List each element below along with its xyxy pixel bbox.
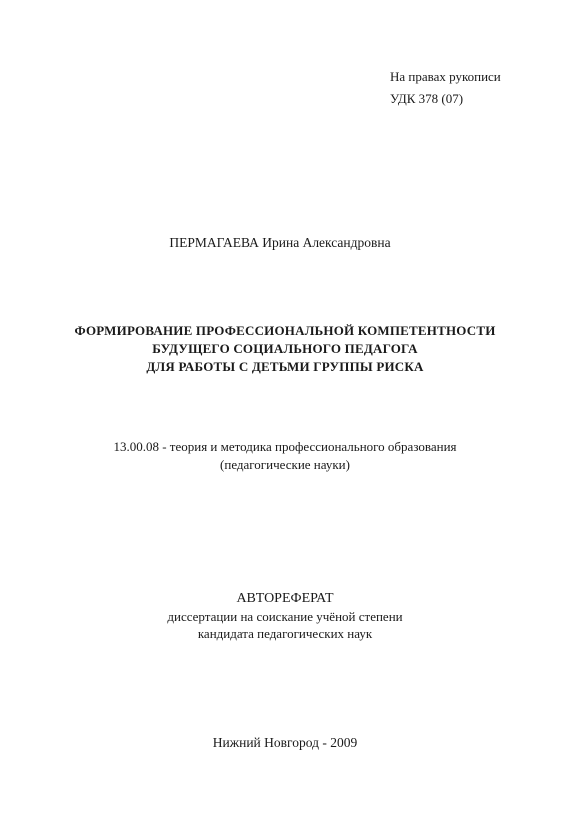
header-corner (390, 66, 501, 110)
abstract-heading: АВТОРЕФЕРАТ (236, 591, 334, 606)
manuscript-rights-label: На правах рукописи (390, 69, 501, 84)
author-name: ПЕРМАГАЕВА Ирина Александровна (169, 235, 391, 250)
abstract-block (0, 589, 570, 642)
place-and-year: Нижний Новгород - 2009 (212, 735, 358, 750)
title-line-2: БУДУЩЕГО СОЦИАЛЬНОГО ПЕДАГОГА (152, 341, 418, 356)
title-line-3: ДЛЯ РАБОТЫ С ДЕТЬМИ ГРУППЫ РИСКА (146, 359, 424, 374)
udc-code: УДК 378 (07) (390, 91, 464, 106)
specialty-block (0, 438, 570, 474)
abstract-line-1: диссертации на соискание учёной степени (167, 609, 403, 624)
title-line-1: ФОРМИРОВАНИЕ ПРОФЕССИОНАЛЬНОЙ КОМПЕТЕНТНОСТИ (74, 323, 496, 338)
specialty-code: 13.00.08 - теория и методика профессионального образования (113, 439, 457, 454)
dissertation-title (0, 322, 570, 376)
abstract-line-2: кандидата педагогических наук (197, 626, 373, 641)
specialty-field: (педагогические науки) (220, 457, 350, 472)
